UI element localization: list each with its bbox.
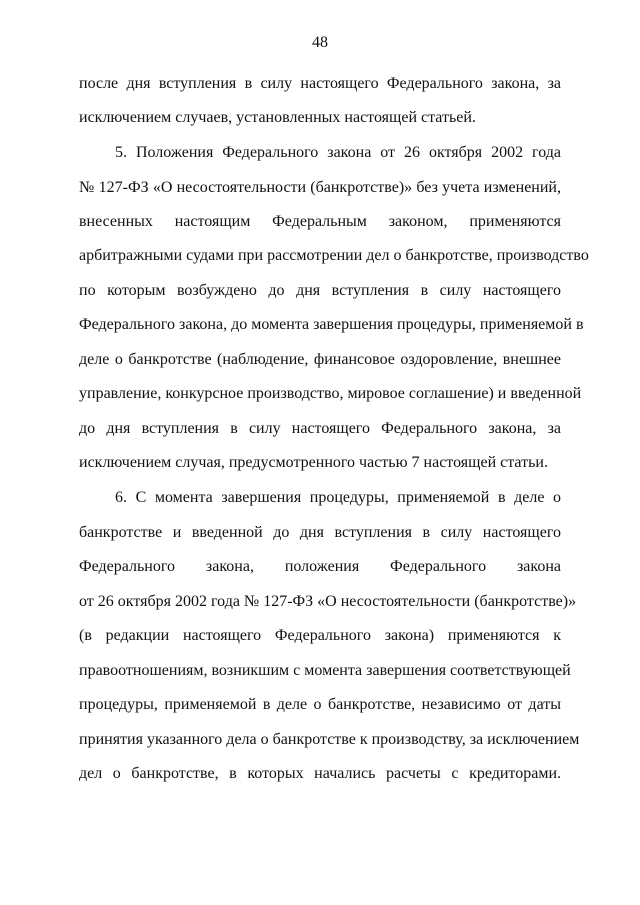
text-line: процедуры, применяемой в деле о банкротстве, независимо от даты [79,696,561,713]
text-line: № 127-ФЗ «О несостоятельности (банкротстве)» без учета изменений, [79,179,561,196]
text-line: исключением случаев, установленных настоящей статьей. [79,109,476,126]
text-line: внесенных настоящим Федеральным законом, применяются [79,213,561,230]
text-line: исключением случая, предусмотренного частью 7 настоящей статьи. [79,454,548,471]
text-line: банкротстве и введенной до дня вступления в силу настоящего [79,524,561,541]
text-line: управление, конкурсное производство, мировое соглашение) и введенной [79,385,582,402]
text-line: принятия указанного дела о банкротстве к производству, за исключением [79,731,580,748]
text-line: арбитражными судами при рассмотрении дел о банкротстве, производство [79,247,589,264]
text-line: Федерального закона, положения Федерального закона [79,558,561,575]
text-line: до дня вступления в силу настоящего Федерального закона, за [79,420,561,437]
text-line: по которым возбуждено до дня вступления в силу настоящего [79,282,561,299]
text-line: после дня вступления в силу настоящего Федерального закона, за [79,75,561,92]
text-line: 5. Положения Федерального закона от 26 октября 2002 года [115,144,561,161]
text-line: деле о банкротстве (наблюдение, финансовое оздоровление, внешнее [79,351,561,368]
text-line: дел о банкротстве, в которых начались расчеты с кредиторами. [79,765,561,782]
text-line: Федерального закона, до момента завершения процедуры, применяемой в [79,316,584,333]
text-line: 6. С момента завершения процедуры, применяемой в деле о [115,489,561,506]
text-line: от 26 октября 2002 года № 127-ФЗ «О несостоятельности (банкротстве)» [79,593,577,610]
page-number: 48 [312,34,328,51]
text-line: (в редакции настоящего Федерального закона) применяются к [79,627,561,644]
text-line: правоотношениям, возникшим с момента завершения соответствующей [79,662,571,679]
